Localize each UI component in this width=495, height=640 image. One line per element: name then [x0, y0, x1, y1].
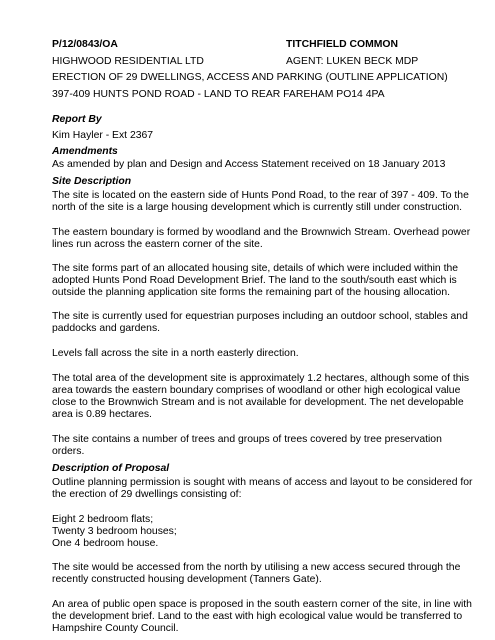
proposal-paragraph-line: the development brief. Land to the east with high ecological value would be transferred to [52, 611, 463, 622]
site-description-line: adopted Hunts Pond Road Development Brief. The land to the south/south east which is [52, 275, 457, 286]
site-description-line: The total area of the development site is approximately 1.2 hectares, although some of this [52, 373, 470, 384]
site-description-line: The site is currently used for equestrian purposes including an outdoor school, stables and [52, 311, 468, 322]
amendments-heading: Amendments [52, 146, 118, 157]
site-description-line: paddocks and gardens. [52, 323, 161, 334]
proposal-paragraph-line: An area of public open space is proposed in the south eastern corner of the site, in line with [52, 599, 472, 610]
proposal-title: ERECTION OF 29 DWELLINGS, ACCESS AND PARKING (OUTLINE APPLICATION) [52, 72, 448, 83]
proposal-intro-line: Outline planning permission is sought with means of access and layout to be considered for [52, 477, 473, 488]
site-description-heading: Site Description [52, 176, 132, 187]
proposal-paragraph-line: The site would be accessed from the north by utilising a new access secured through the [52, 562, 461, 573]
site-description-line: close to the Brownwich Stream and is not available for development. The net developable [52, 397, 464, 408]
proposal-paragraph-line: recently constructed housing development (Tanners Gate). [52, 574, 322, 585]
agent-name: AGENT: LUKEN BECK MDP [286, 56, 419, 67]
site-description-line: The site contains a number of trees and groups of trees covered by tree preservation [52, 434, 442, 445]
applicant-name: HIGHWOOD RESIDENTIAL LTD [52, 56, 204, 67]
amendments-text: As amended by plan and Design and Access Statement received on 18 January 2013 [52, 159, 446, 170]
site-description-line: outside the planning application site forms the remaining part of the housing allocation. [52, 287, 450, 298]
report-by-heading: Report By [52, 114, 102, 125]
site-description-line: area towards the eastern boundary comprises of woodland or other high ecological value [52, 385, 461, 396]
site-description-line: The site forms part of an allocated housing site, details of which were included within the [52, 263, 459, 274]
proposal-paragraph-line: Hampshire County Council. [52, 623, 179, 634]
proposal-description-heading: Description of Proposal [52, 463, 170, 474]
dwelling-list-item: One 4 bedroom house. [52, 538, 159, 549]
application-reference: P/12/0843/OA [52, 39, 118, 50]
site-description-line: lines run across the eastern corner of the site. [52, 239, 263, 250]
site-address: 397-409 HUNTS POND ROAD - LAND TO REAR FAREHAM PO14 4PA [52, 89, 385, 100]
site-description-line: north of the site is a large housing development which is currently still under construction. [52, 202, 463, 213]
ward-name: TITCHFIELD COMMON [286, 39, 398, 50]
dwelling-list-item: Eight 2 bedroom flats; [52, 514, 154, 525]
site-description-line: orders. [52, 446, 85, 457]
proposal-intro-line: the erection of 29 dwellings consisting of: [52, 489, 242, 500]
site-description-line: area is 0.89 hectares. [52, 409, 152, 420]
site-description-line: The eastern boundary is formed by woodland and the Brownwich Stream. Overhead power [52, 227, 471, 238]
report-by-text: Kim Hayler - Ext 2367 [52, 130, 154, 141]
site-description-line: The site is located on the eastern side of Hunts Pond Road, to the rear of 397 - 409. To the [52, 190, 469, 201]
site-description-line: Levels fall across the site in a north easterly direction. [52, 348, 299, 359]
dwelling-list-item: Twenty 3 bedroom houses; [52, 526, 177, 537]
